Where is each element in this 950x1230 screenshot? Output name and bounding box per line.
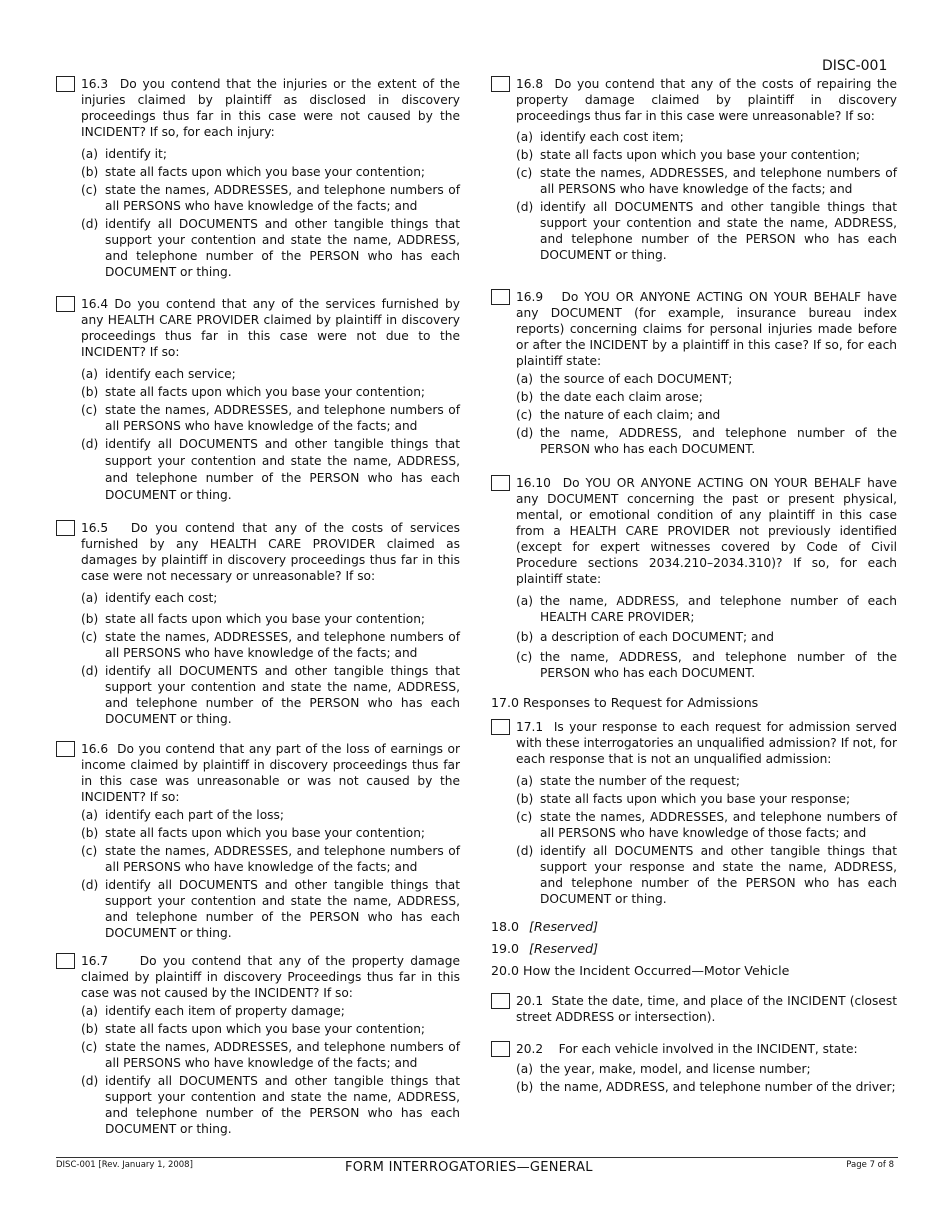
form-id: DISC-001 — [822, 58, 888, 74]
list-item: (b) state all facts upon which you base your contention; — [81, 385, 426, 399]
list-item: (b) state all facts upon which you base your contention; — [81, 826, 426, 840]
list-item: (b) state all facts upon which you base your contention; — [81, 612, 426, 626]
section-20-heading: 20.0 How the Incident Occurred—Motor Vehicle — [491, 963, 790, 978]
list-item: (b) a description of each DOCUMENT; and — [516, 630, 774, 644]
list-item: (c) state the names, ADDRESSES, and telephone numbers of all PERSONS who have knowledge of those facts; and — [516, 810, 897, 840]
question-16-9 — [491, 289, 897, 457]
checkbox-16-8[interactable] — [491, 76, 510, 92]
question-16-8 — [491, 76, 897, 263]
question-stem: 16.6 Do you contend that any part of the loss of earnings or income claimed by plaintiff in discovery proceedings thus far in this case was unreasonable or was not caused by the INCIDENT? If so: — [81, 742, 460, 804]
list-item: (a) the year, make, model, and license number; — [516, 1062, 811, 1076]
list-item: (a) identify each cost item; — [516, 130, 684, 144]
checkbox-20-1[interactable] — [491, 993, 510, 1009]
footer-page-number: Page 7 of 8 — [846, 1160, 894, 1170]
checkbox-16-3[interactable] — [56, 76, 75, 92]
list-item: (b) the name, ADDRESS, and telephone number of the driver; — [516, 1080, 896, 1094]
section-19-reserved: 19.0 [Reserved] — [491, 941, 599, 956]
question-stem: 16.3 Do you contend that the injuries or the extent of the injuries claimed by plaintiff as disclosed in discovery proceedings thus far in this case were not caused by the INCIDENT? If so, for each injury: — [81, 77, 460, 139]
question-stem: 20.1 State the date, time, and place of the INCIDENT (closest street ADDRESS or intersection). — [516, 994, 897, 1024]
question-stem: 16.5 Do you contend that any of the costs of services furnished by any HEALTH CARE PROVIDER claimed as damages by plaintiff in discovery proceedings thus far in this case were not necessary or unreasonable? If so: — [81, 521, 461, 583]
left-column — [56, 76, 460, 1139]
question-stem: 16.7 Do you contend that any of the property damage claimed by plaintiff in discovery Proceedings thus far in this case was not caused by the INCIDENT? If so: — [81, 954, 461, 1000]
list-item: (c) the nature of each claim; and — [516, 408, 721, 422]
question-16-6 — [56, 741, 460, 941]
list-item: (d) identify all DOCUMENTS and other tangible things that support your contention and state the name, ADDRESS, and telephone number of the PERSON who has each DOCUMENT or thing. — [81, 878, 460, 940]
question-stem: 16.10 Do YOU OR ANYONE ACTING ON YOUR BEHALF have any DOCUMENT concerning the past or present physical, mental, or emotional condition of any plaintiff in this case from a HEALTH CARE PROVIDER not previously identified (except for expert witnesses covered by Code of Civil Procedure sections 2034.210–2034.310)? If so, for each plaintiff state: — [516, 476, 898, 586]
section-18-reserved: 18.0 [Reserved] — [491, 919, 599, 934]
checkbox-16-10[interactable] — [491, 475, 510, 491]
checkbox-16-4[interactable] — [56, 296, 75, 312]
list-item: (a) identify each item of property damage; — [81, 1004, 345, 1018]
right-column — [491, 76, 897, 1097]
list-item: (a) the source of each DOCUMENT; — [516, 372, 733, 386]
list-item: (c) state the names, ADDRESSES, and telephone numbers of all PERSONS who have knowledge of the facts; and — [81, 844, 460, 874]
checkbox-16-9[interactable] — [491, 289, 510, 305]
question-20-1 — [491, 993, 897, 1025]
list-item: (d) identify all DOCUMENTS and other tangible things that support your contention and state the name, ADDRESS, and telephone number of the PERSON who has each DOCUMENT or thing. — [81, 1074, 460, 1136]
question-16-4 — [56, 296, 460, 504]
list-item: (b) the date each claim arose; — [516, 390, 703, 404]
list-item: (b) state all facts upon which you base your response; — [516, 792, 851, 806]
list-item: (a) identify each cost; — [81, 591, 218, 605]
question-20-2 — [491, 1041, 897, 1095]
checkbox-16-6[interactable] — [56, 741, 75, 757]
list-item: (c) state the names, ADDRESSES, and telephone numbers of all PERSONS who have knowledge of the facts; and — [81, 403, 460, 433]
list-item: (a) identify it; — [81, 147, 167, 161]
list-item: (c) state the names, ADDRESSES, and telephone numbers of all PERSONS who have knowledge of the facts; and — [81, 630, 460, 660]
list-item: (d) identify all DOCUMENTS and other tangible things that support your contention and state the name, ADDRESS, and telephone number of the PERSON who has each DOCUMENT or thing. — [81, 664, 460, 726]
question-17-1 — [491, 719, 897, 907]
list-item: (a) identify each service; — [81, 367, 236, 381]
list-item: (d) the name, ADDRESS, and telephone number of the PERSON who has each DOCUMENT. — [516, 426, 897, 456]
list-item: (d) identify all DOCUMENTS and other tangible things that support your contention and state the name, ADDRESS, and telephone number of the PERSON who has each DOCUMENT or thing. — [81, 437, 460, 502]
question-stem: 17.1 Is your response to each request for admission served with these interrogatories an unqualified admission? If not, for each response that is not an unqualified admission: — [516, 720, 897, 766]
footer-form-title: FORM INTERROGATORIES—GENERAL — [345, 1160, 593, 1175]
checkbox-20-2[interactable] — [491, 1041, 510, 1057]
question-16-5 — [56, 520, 460, 727]
checkbox-16-7[interactable] — [56, 953, 75, 969]
question-16-7 — [56, 953, 460, 1137]
list-item: (b) state all facts upon which you base your contention; — [81, 165, 426, 179]
checkbox-16-5[interactable] — [56, 520, 75, 536]
question-stem: 16.4 Do you contend that any of the services furnished by any HEALTH CARE PROVIDER claimed by plaintiff in discovery proceedings thus far in this case were not due to the INCIDENT? If so: — [81, 297, 461, 359]
list-item: (a) the name, ADDRESS, and telephone number of each HEALTH CARE PROVIDER; — [516, 594, 897, 624]
question-16-10 — [491, 475, 897, 681]
question-stem: 20.2 For each vehicle involved in the INCIDENT, state: — [516, 1042, 858, 1056]
list-item: (d) identify all DOCUMENTS and other tangible things that support your contention and state the name, ADDRESS, and telephone number of the PERSON who has each DOCUMENT or thing. — [81, 217, 460, 279]
list-item: (a) identify each part of the loss; — [81, 808, 284, 822]
list-item: (c) state the names, ADDRESSES, and telephone numbers of all PERSONS who have knowledge of the facts; and — [81, 1040, 460, 1070]
question-stem: 16.9 Do YOU OR ANYONE ACTING ON YOUR BEHALF have any DOCUMENT (for example, insurance bureau index reports) concerning claims for personal injuries made before or after the INCIDENT by a plaintiff in this case? If so, for each plaintiff state: — [516, 290, 898, 368]
section-17-heading: 17.0 Responses to Request for Admissions — [491, 695, 759, 710]
list-item: (d) identify all DOCUMENTS and other tangible things that support your contention and state the name, ADDRESS, and telephone number of the PERSON who has each DOCUMENT or thing. — [516, 200, 897, 262]
list-item: (c) state the names, ADDRESSES, and telephone numbers of all PERSONS who have knowledge of the facts; and — [81, 183, 460, 213]
list-item: (a) state the number of the request; — [516, 774, 740, 788]
list-item: (b) state all facts upon which you base your contention; — [81, 1022, 426, 1036]
footer-divider — [56, 1157, 898, 1158]
footer-revision: DISC-001 [Rev. January 1, 2008] — [56, 1160, 193, 1170]
list-item: (c) the name, ADDRESS, and telephone number of the PERSON who has each DOCUMENT. — [516, 650, 897, 680]
question-stem: 16.8 Do you contend that any of the costs of repairing the property damage claimed by plaintiff in discovery proceedings thus far in this case were unreasonable? If so: — [516, 77, 897, 123]
question-16-3 — [56, 76, 460, 280]
list-item: (d) identify all DOCUMENTS and other tangible things that support your response and state the name, ADDRESS, and telephone number of the PERSON who has each DOCUMENT or thing. — [516, 844, 897, 906]
list-item: (c) state the names, ADDRESSES, and telephone numbers of all PERSONS who have knowledge of the facts; and — [516, 166, 897, 196]
list-item: (b) state all facts upon which you base your contention; — [516, 148, 861, 162]
checkbox-17-1[interactable] — [491, 719, 510, 735]
